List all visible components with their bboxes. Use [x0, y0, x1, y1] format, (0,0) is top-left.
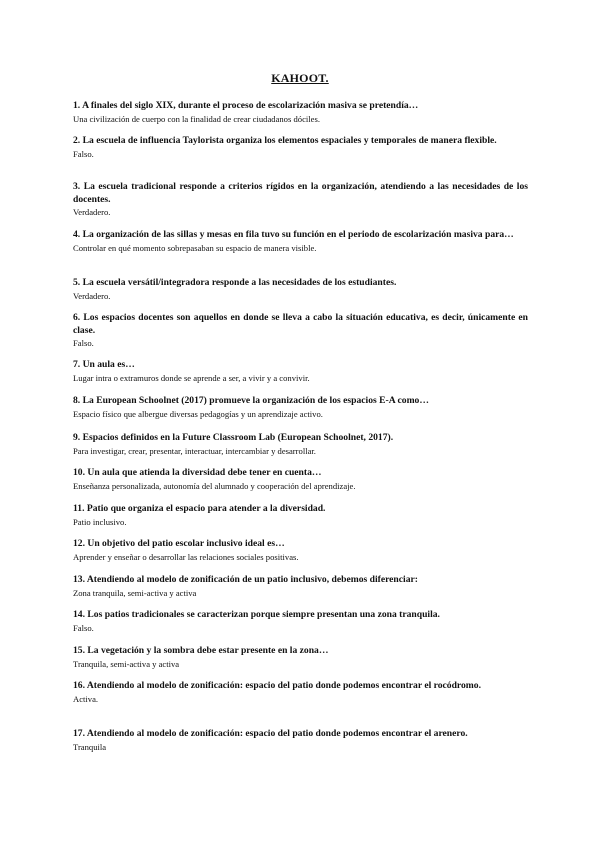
qa-item-7 — [73, 359, 528, 384]
answer-15: Tranquila, semi-activa y activa — [73, 658, 180, 669]
qa-item-2 — [73, 135, 528, 160]
qa-item-16 — [73, 680, 528, 705]
qa-item-6 — [73, 312, 528, 349]
answer-7: Lugar intra o extramuros donde se aprende a ser, a vivir y a convivir. — [73, 372, 310, 383]
question-8: 8. La European Schoolnet (2017) promueve la organización de los espacios E-A como… — [73, 395, 429, 406]
answer-17: Tranquila — [73, 741, 107, 752]
question-10: 10. Un aula que atienda la diversidad debe tener en cuenta… — [73, 467, 322, 478]
qa-item-3 — [73, 181, 528, 218]
answer-10: Enseñanza personalizada, autonomía del alumnado y cooperación del aprendizaje. — [73, 480, 356, 491]
answer-5: Verdadero. — [73, 290, 111, 301]
answer-4: Controlar en qué momento sobrepasaban su espacio de manera visible. — [73, 242, 317, 253]
qa-item-9 — [73, 432, 528, 457]
question-4: 4. La organización de las sillas y mesas en fila tuvo su función en el periodo de escolarización masiva para… — [73, 229, 514, 240]
question-3: 3. La escuela tradicional responde a criterios rígidos en la organización, atendiendo a las necesidades de los docentes. — [73, 181, 528, 205]
answer-6: Falso. — [73, 338, 94, 348]
answer-11: Patio inclusivo. — [73, 516, 127, 527]
answer-1: Una civilización de cuerpo con la finalidad de crear ciudadanos dóciles. — [73, 113, 320, 124]
answer-8: Espacio físico que albergue diversas pedagogías y un aprendizaje activo. — [73, 408, 323, 419]
qa-item-12 — [73, 538, 528, 563]
answer-13: Zona tranquila, semi-activa y activa — [73, 587, 197, 598]
question-12: 12. Un objetivo del patio escolar inclusivo ideal es… — [73, 538, 285, 549]
question-16: 16. Atendiendo al modelo de zonificación: espacio del patio donde podemos encontrar el rocódromo. — [73, 680, 481, 691]
qa-item-1 — [73, 100, 528, 125]
question-9: 9. Espacios definidos en la Future Classroom Lab (European Schoolnet, 2017). — [73, 432, 394, 443]
question-5: 5. La escuela versátil/integradora responde a las necesidades de los estudiantes. — [73, 277, 397, 288]
qa-item-14 — [73, 609, 528, 634]
question-2: 2. La escuela de influencia Taylorista organiza los elementos espaciales y temporales de manera flexible. — [73, 135, 497, 146]
question-1: 1. A finales del siglo XIX, durante el proceso de escolarización masiva se pretendía… — [73, 100, 419, 111]
qa-item-13 — [73, 574, 528, 599]
question-6: 6. Los espacios docentes son aquellos en donde se lleva a cabo la situación educativa, es decir, únicamente en clase. — [73, 312, 528, 336]
question-14: 14. Los patios tradicionales se caracterizan porque siempre presentan una zona tranquila. — [73, 609, 440, 620]
document-title: KAHOOT. — [271, 71, 329, 85]
qa-item-11 — [73, 503, 528, 528]
qa-item-5 — [73, 277, 528, 302]
answer-9: Para investigar, crear, presentar, interactuar, intercambiar y desarrollar. — [73, 445, 316, 456]
question-11: 11. Patio que organiza el espacio para atender a la diversidad. — [73, 503, 326, 514]
answer-14: Falso. — [73, 622, 94, 633]
question-13: 13. Atendiendo al modelo de zonificación de un patio inclusivo, debemos diferenciar: — [73, 574, 418, 585]
answer-16: Activa. — [73, 693, 99, 704]
question-17: 17. Atendiendo al modelo de zonificación: espacio del patio donde podemos encontrar el arenero. — [73, 728, 468, 739]
qa-item-4 — [73, 229, 528, 254]
qa-item-8 — [73, 395, 528, 420]
qa-item-10 — [73, 467, 528, 492]
qa-item-15 — [73, 645, 528, 670]
question-7: 7. Un aula es… — [73, 359, 135, 370]
answer-2: Falso. — [73, 148, 94, 159]
answer-3: Verdadero. — [73, 207, 111, 217]
answer-12: Aprender y enseñar o desarrollar las relaciones sociales positivas. — [73, 551, 299, 562]
qa-item-17 — [73, 728, 528, 753]
question-15: 15. La vegetación y la sombra debe estar presente en la zona… — [73, 645, 329, 656]
